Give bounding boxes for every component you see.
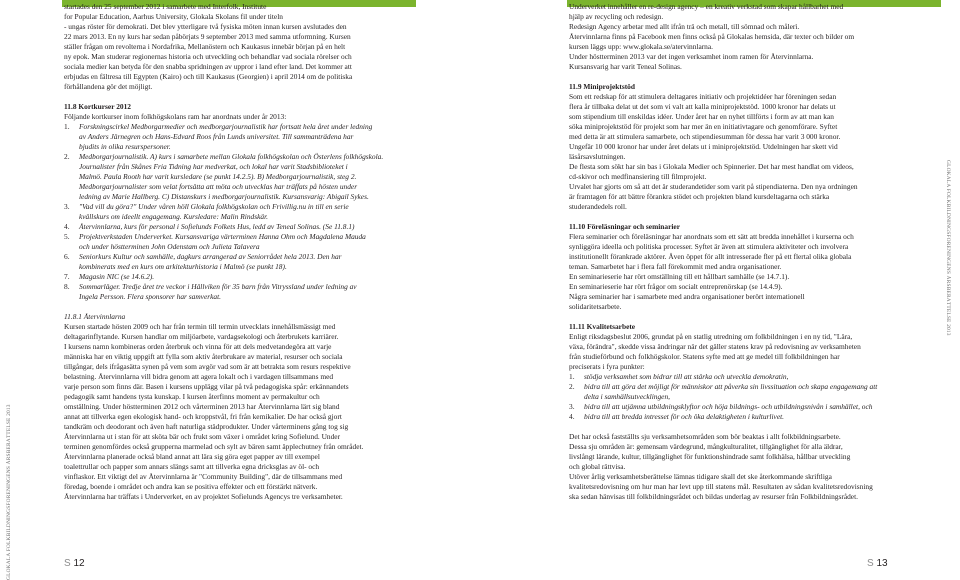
text-line: är framtagen för att bättre förankra stödet och projekten bland kursdeltagarna och stärka — [569, 192, 830, 201]
list-item-number: 2. — [64, 152, 70, 161]
list-item-number: 2. — [569, 382, 575, 391]
list-item — [64, 252, 419, 272]
list-item-line: Forskningscirkel Medborgarmedier och medborgarjournalistik har fortsatt hela året under ledning — [79, 122, 373, 131]
list-item-line: bidra till att göra det möjligt för människor att påverka sin livssituation och skapa engagemang att — [584, 382, 878, 391]
text-line: ny epok. Man studerar regionernas historia och utveckling och behandlar vad sociala rörelser och — [64, 52, 352, 61]
text-line: ska sedan hänvisas till folkbildningsrådet och bildas underlag av resurser från Folkbildningsrådet. — [569, 492, 858, 501]
text-line: ställer frågan om revolterna i Nordafrika, Mellanöstern och Kaukasus innebär början på en helt — [64, 42, 346, 51]
list-item-number: 5. — [64, 232, 70, 241]
text-line: läsårsavslutningen. — [569, 152, 626, 161]
list-item — [64, 282, 419, 302]
intro-paragraph — [64, 2, 419, 92]
text-line: teman. Samarbetet har i flera fall förekommit med andra organisationer. — [569, 262, 782, 271]
text-line: Några seminarier har i samarbete med andra organisationer berört internationell — [569, 292, 805, 301]
list-item-number: 6. — [64, 252, 70, 261]
text-line: terminen genomfördes också grupperna marmelad och sylt av bären samt äpplechutney från området. — [64, 442, 364, 451]
list-item-line: kombinerats med en kurs om arkitekturhistoria i Malmö (se punkt 18). — [79, 262, 287, 271]
list-item — [64, 222, 419, 232]
list-item — [569, 412, 945, 422]
list-item — [64, 232, 419, 252]
text-line: Underverket innehåller en re-design agency – en kreativ verkstad som skapar hållbarhet med — [569, 2, 844, 11]
text-line: Utöver årlig verksamhetsberättelse lämnas tidigare skall det ske återkommande skriftliga — [569, 472, 832, 481]
text-line: som stipendium till enskildas idéer. Under året har en nyhet tillförts i form av att man kan — [569, 112, 834, 121]
list-item-line: Ingela Persson. Flera sponsorer har samverkat. — [79, 292, 221, 301]
list-item-number: 3. — [64, 202, 70, 211]
text-line: livslångt lärande, kultur, tillgänglighet för funktionshindrade samt folkhälsa, hållbar utveckling — [569, 452, 851, 461]
right-text-column — [569, 2, 945, 502]
text-line: hjälp av recycling och redesign. — [569, 12, 664, 21]
list-item-number: 3. — [569, 402, 575, 411]
text-line: Ungefär 10 000 kronor har under året delats ut i miniprojektstöd. Utdelningen har skett vid — [569, 142, 838, 151]
text-line: solidaritetsarbete. — [569, 302, 622, 311]
list-item-line: Projektverkstaden Underverket. Kursansvariga värterminen Hanna Ohm och Magdalena Mauda — [79, 232, 366, 241]
text-line: cd-skivor och medfinansiering till filmprojekt. — [569, 172, 707, 181]
text-line: En seminarieserie har rört omställning till ett hållbart samhälle (se 14.7.1). — [569, 272, 790, 281]
text-line: omställning. Under höstterminen 2012 och vårterminen 2013 har Återvinnlarna lärt sig bland — [64, 402, 340, 411]
section-intro: Följande kortkurser inom folkhögskolans ram har anordnats under år 2013: — [64, 112, 287, 121]
list-item-line: delta i samhällsutvecklingen, — [584, 392, 670, 401]
text-line: toalettrullar och papper som annars slängs samt att tillverka egna dricksglas av öl- och — [64, 462, 320, 471]
list-item-number: 8. — [64, 282, 70, 291]
text-line: människa har en viktig uppgift att fylla som aktiv återbrukare av material, resurser och sociala — [64, 352, 343, 361]
section-heading-miniprojektstod: 11.9 Miniprojektstöd — [569, 82, 635, 91]
list-item-line: bidra till att utjämna utbildningsklyftor och höja bildnings- och utbildningsnivån i samhället, och — [584, 402, 873, 411]
text-line: De flesta som sökt har sin bas i Glokala Medier och Spinnerier. Det har mest handlat om videos, — [569, 162, 854, 171]
text-line: från studieförbund och folkhögskolor. Statens syfte med att ge medel till folkbildningen har — [569, 352, 840, 361]
text-line: Återvinnlarna ut i stan för att sköta bär och frukt som växer i området kring Sofielund. Under — [64, 432, 341, 441]
text-line: 22 mars 2013. En ny kurs har sedan påbörjats 9 september 2013 med samma utformning. Kursen — [64, 32, 351, 41]
text-line: Enligt riksdagsbeslut 2006, grundat på en statlig utredning om folkbildningen i en ny tid, "Lära, — [569, 332, 853, 341]
text-line: for Popular Education, Aarhus University, Glokala Skolans fil under titeln — [64, 12, 283, 21]
text-line: startades den 25 september 2012 i samarbete med Interfolk, Institute — [64, 2, 267, 11]
text-line: studerandedels roll. — [569, 202, 627, 211]
list-item-number: 1. — [569, 372, 575, 381]
text-line: Återvinnlarna har träffats i Underverket, en av projektet Sofielunds Agencys tre verksamheter. — [64, 492, 343, 501]
text-line: Urvalet har gjorts om så att det är studerandetider som varit på stipendiaterna. Den nya ordningen — [569, 182, 858, 191]
list-item-number: 7. — [64, 272, 70, 281]
page-number-value: 12 — [73, 558, 85, 569]
text-line: varje person som finns där. Basen i kursens upplägg vilar på två pedagogiska spår: erkännandets — [64, 382, 349, 391]
list-item-line: Sommarläger. Tredje året tre veckor i Hällviken för 35 barn från Vitryssland under ledning av — [79, 282, 357, 291]
list-item-line: av Anders Järnegren och Hans-Edvard Roos från Lunds universitet. Till sammanträdena har — [79, 132, 354, 141]
text-line: Redesign Agency arbetar med allt ifrån trä och metall, till sömnad och målerì. — [569, 22, 800, 31]
subsection-heading-atervinnlarna: 11.8.1 Återvinnlarna — [64, 312, 126, 321]
list-item — [64, 202, 419, 222]
page-number-prefix: S — [64, 558, 71, 569]
text-line: Under höstterminen 2013 var det ingen verksamhet inom ramen för Återvinnlarna. — [569, 52, 814, 61]
page-number — [64, 558, 85, 569]
text-line: vinflaskor. Ett viktigt del av Återvinnlarna är "Community Building", där de tillsammans med — [64, 472, 343, 481]
list-item-line: Malmö. Paula Rooth har varit kursledare (se punkt 14.2.5). B) Medborgarjournalistik, steg 2. — [79, 172, 357, 181]
list-item-line: Medborgarjournalistik. A) kurs i samarbete mellan Glokala folkhögskolan och Österlens folkhögskola. — [79, 152, 384, 161]
section-heading-kortkurser: 11.8 Kortkurser 2012 — [64, 102, 131, 111]
purpose-list — [569, 372, 945, 422]
list-item-line: Journalister från Skånes Fria Tidning har medverkat, och lokal har varit Stadsbiblioteket i — [79, 162, 348, 171]
list-item-line: och under höstterminen John Odenstam och Julieta Talavera — [79, 242, 260, 251]
intro-paragraph — [569, 2, 945, 72]
left-text-column — [64, 2, 419, 502]
text-line: Flera seminarier och föreläsningar har anordnats som ett sätt att bredda innehållet i kurserna och — [569, 232, 854, 241]
text-line: I kursens namn kombineras orden återbruk och vinna för att dels medvetandegöra att varje — [64, 342, 332, 351]
section-heading-kvalitetsarbete: 11.11 Kvalitetsarbete — [569, 322, 636, 331]
text-line: Kursansvarig har varit Teneal Solinas. — [569, 62, 682, 71]
list-item — [64, 272, 419, 282]
side-running-title: GLOKALA FOLKBILDNINGSFÖRENINGENS ÅRSBERÄTTELSE 2013 — [945, 160, 951, 336]
text-line: belastning. Återvinnlarna vill bidra genom att agera lokalt och i vardagen tillsammans med — [64, 372, 334, 381]
list-item-line: stödja verksamhet som bidrar till att stärka och utveckla demokratin, — [584, 372, 789, 381]
kvalitetsarbete-paragraph — [569, 332, 945, 372]
text-line: tillgångar, dels ifrågasätta synen på vem som avgör vad som är att betrakta som resurs respektive — [64, 362, 351, 371]
text-line: och global rättvisa. — [569, 462, 626, 471]
list-item-line: Magasin NIC (se 14.6.2). — [79, 272, 155, 281]
list-item-line: kvällskurs om ideellt engagemang. Kursledare: Malin Rindskär. — [79, 212, 268, 221]
list-item — [569, 382, 945, 402]
text-line: tandkräm och deodorant och även haft naturliga städprodukter. Under vårterminens gång tog sig — [64, 422, 349, 431]
list-item-line: bjudits in olika resurspersoner. — [79, 142, 171, 151]
text-line: Återvinnlarna planerade också bland annat att lära sig göra eget papper av till exempel — [64, 452, 320, 461]
list-item-line: bidra till att bredda intresset för och öka delaktigheten i kulturlivet. — [584, 412, 784, 421]
text-line: pedagogik samt handens tysta kunskap. I kursen återfinns moment av permakultur och — [64, 392, 320, 401]
text-line: flera år tillbaka delat ut det som vi valt att kalla miniprojektstöd. 1000 kronor har delats ut — [569, 102, 836, 111]
text-line: Dessa sju områden är: gemensam värdegrund, mångkulturalitet, tillgänglighet för alla äldrar, — [569, 442, 843, 451]
text-line: med detta är att stimulera samarbete, och stipendiesumman för dessa har varit 3 000 kronor. — [569, 132, 841, 141]
text-line: sociala medier kan betyda för den snabba spridningen av uppror i land efter land. Det kommer att — [64, 62, 352, 71]
list-item-line: ledning av Marie Hallberg. C) Distanskurs i medborgarjournalistik. Kursansvarig: Abigail Sykes. — [79, 192, 369, 201]
list-item — [569, 402, 945, 412]
side-running-title: GLOKALA FOLKBILDNINGSFÖRENINGENS ÅRSBERÄTTELSE 2013 — [6, 404, 12, 580]
text-line: deltagarinflytande. Kursen handlar om miljöarbete, vardagsekologi och återbrukets karriärer. — [64, 332, 339, 341]
course-list — [64, 122, 419, 302]
text-line: förhållandena gör det möjligt. — [64, 82, 153, 91]
outro-paragraph — [569, 432, 945, 502]
list-item-line: Medborgarjournalister som velat fortsätta att möta och utvecklas har träffats på hösten under — [79, 182, 358, 191]
list-item — [64, 152, 419, 202]
list-item-line: "Vad vill du göra?" Under våren höll Glokala folkhögskolan och Frivillig.nu in till en serie — [79, 202, 349, 211]
list-item — [569, 372, 945, 382]
text-line: söka miniprojektstöd för projekt som har mer än en initiativtagare och genomförare. Syftet — [569, 122, 838, 131]
text-line: Kursen startade hösten 2009 och har från termin till termin utvecklats innehållsmässigt med — [64, 322, 336, 331]
text-line: växa, förändra", skedde vissa ändringar när det gäller statens krav på redovisning av verksamheten — [569, 342, 861, 351]
text-line: kursen läggs upp: www.glokala.se/atervinnlarna. — [569, 42, 714, 51]
list-item-number: 4. — [64, 222, 70, 231]
text-line: synliggöra ideella och politiska processer. Syftet är även att stimulera aktiviteter och involvera — [569, 242, 849, 251]
page-number-value: 13 — [876, 558, 888, 569]
miniprojektstod-paragraph — [569, 92, 945, 212]
text-line: preciserats i fyra punkter: — [569, 362, 645, 371]
text-line: kvalitetsredovisning om hur man har levt upp till statens mål. Resultaten av sådan kvalitetsredovisning — [569, 482, 873, 491]
list-item-number: 1. — [64, 122, 70, 131]
text-line: - ungas röster för demokrati. Det blev ytterligare två fysiska möten innan kursen avslutades den — [64, 22, 347, 31]
list-item-line: Seniorkurs Kultur och samhälle, dagkurs arrangerad av Seniorrådet hela 2013. Den har — [79, 252, 342, 261]
list-item-line: Återvinnlarna, kurs för personal i Sofielunds Folkets Hus, ledd av Teneal Solinas. (Se 11.8.1) — [79, 222, 355, 231]
list-item — [64, 122, 419, 152]
right-page — [481, 0, 960, 573]
text-line: institutionellt förankrade aktörer. Även öppet för allt intresserade fler på ett flertal olika globala — [569, 252, 852, 261]
text-line: Det har också fastställts sju verksamhetsområden som bör beaktas i allt folkbildningsarbete. — [569, 432, 841, 441]
text-line: föredag, boende i området och andra kan se positiva effekter och ett förstärkt nätverk. — [64, 482, 318, 491]
section-heading-forelasningar: 11.10 Föreläsningar och seminarier — [569, 222, 680, 231]
text-line: erbjudas en fältresa till Egypten (Kairo) och till Kaukasus (Georgien) i april 2014 om de politiska — [64, 72, 353, 81]
forelasningar-paragraph — [569, 232, 945, 312]
atervinnlarna-paragraph — [64, 322, 419, 502]
page-number — [867, 558, 888, 569]
list-item-number: 4. — [569, 412, 575, 421]
text-line: En seminarieserie har rört frågor om socialt entreprenörskap (se 14.4.9). — [569, 282, 783, 291]
text-line: Som ett redskap för att stimulera deltagares initiativ och projektidéer har föreningen sedan — [569, 92, 837, 101]
text-line: annat att tillverka egen ekologisk hand- och kroppstvål, fri från kemikalier. De har också gjort — [64, 412, 342, 421]
page-number-prefix: S — [867, 558, 874, 569]
text-line: Återvinnlarna finns på Facebook men finns också på Glokalas hemsida, där texter och bilder om — [569, 32, 855, 41]
